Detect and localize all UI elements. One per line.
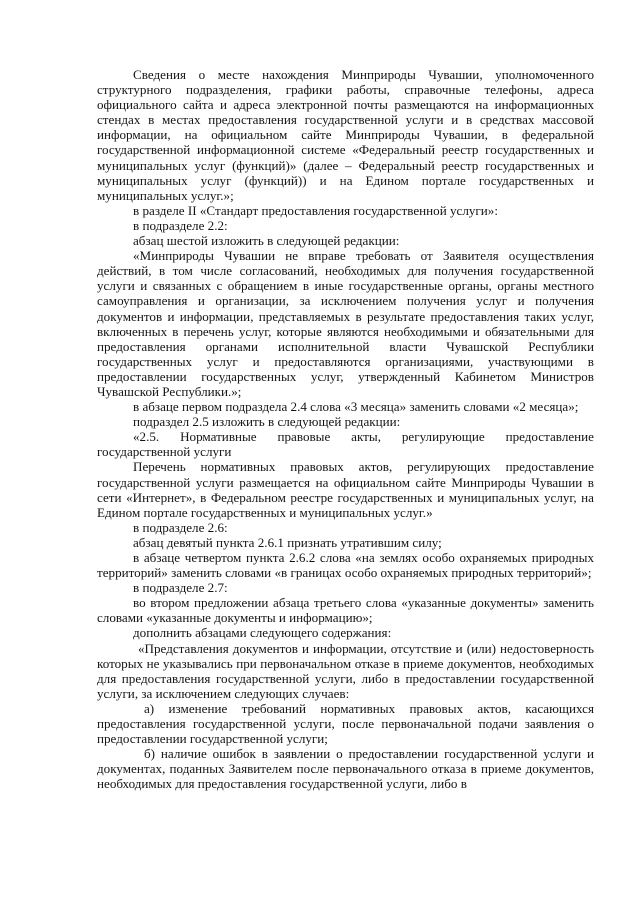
paragraph-quote-representation: «Представления документов и информации, отсутствие и (или) недостоверность которых не указывались при первоначальном отказе в приеме документов, необходимых для предоставления государственной услуги, либо в предоставлении государственной услуги, за исключением следующих случаев: <box>97 640 594 701</box>
paragraph-supplement: дополнить абзацами следующего содержания: <box>133 625 392 641</box>
paragraph-subsection-2-7: в подразделе 2.7: <box>133 580 228 596</box>
paragraph-2-6-2: в абзаце четвертом пункта 2.6.2 слова «на землях особо охраняемых природных территорий» заменить словами «в границах особо охраняемых природных территорий»; <box>97 550 594 581</box>
list-item-a: а) изменение требований нормативных правовых актов, касающихся предоставления государственной услуги, после первоначальной подачи заявления о предоставлении государственной услуги; <box>97 700 594 747</box>
paragraph-list-of-acts: Перечень нормативных правовых актов, регулирующих предоставление государственной услуги размещается на официальном сайте Минприроды Чувашии в сети «Интернет», в Федеральном реестре государственных и муниципальных услуг, на Едином портале государственных и муниципальных услуг.» <box>97 459 594 520</box>
paragraph-subsection-2-6: в подразделе 2.6: <box>133 519 228 535</box>
document-body <box>97 67 594 792</box>
paragraph-abzac-6: абзац шестой изложить в следующей редакции: <box>133 233 400 249</box>
paragraph-subsection-2-5: подраздел 2.5 изложить в следующей редакции: <box>133 414 401 430</box>
paragraph-info-placement: Сведения о месте нахождения Минприроды Чувашии, уполномоченного структурного подразделения, графики работы, справочные телефоны, адреса официального сайта и адреса электронной почты размещаются на информационных стендах в местах предоставления государственной услуги и в средствах массовой информации, на официальном сайте Минприроды Чувашии, в федеральной государственной информационной системе «Федеральный реестр государственных и муниципальных услуг (функций)» (далее – Федеральный реестр государственных и муниципальных услуг (функций)) и на Едином портале государственных и муниципальных услуг.»; <box>97 67 594 203</box>
paragraph-2-6-1: абзац девятый пункта 2.6.1 признать утратившим силу; <box>133 534 442 550</box>
paragraph-subsection-2-2: в подразделе 2.2: <box>133 217 228 233</box>
paragraph-quote-2-5-heading: «2.5. Нормативные правовые акты, регулирующие предоставление государственной услуги <box>97 429 594 460</box>
paragraph-section-ii: в разделе II «Стандарт предоставления государственной услуги»: <box>133 202 498 218</box>
list-item-b: б) наличие ошибок в заявлении о предоставлении государственной услуги и документах, поданных Заявителем после первоначального отказа в приеме документов, необходимых для предоставления государственной услуги, либо в <box>97 746 594 792</box>
paragraph-second-sentence: во втором предложении абзаца третьего слова «указанные документы» заменить словами «указанные документы и информацию»; <box>97 595 594 626</box>
paragraph-subsection-2-4: в абзаце первом подраздела 2.4 слова «3 месяца» заменить словами «2 месяца»; <box>133 399 579 415</box>
paragraph-quote-minprirody: «Минприроды Чувашии не вправе требовать от Заявителя осуществления действий, в том числе согласований, необходимых для получения государственной услуги и связанных с обращением в иные государственные органы, органы местного самоуправления и организации, за исключением получения услуг и получения документов и информации, представляемых в результате предоставления таких услуг, включенных в перечень услуг, которые являются необходимыми и обязательными для предоставления органами исполнительной власти Чувашской Республики государственных услуг и предоставляются организациями, участвующими в предоставлении государственных услуг, утвержденный Кабинетом Министров Чувашской Республики.»; <box>97 248 594 399</box>
